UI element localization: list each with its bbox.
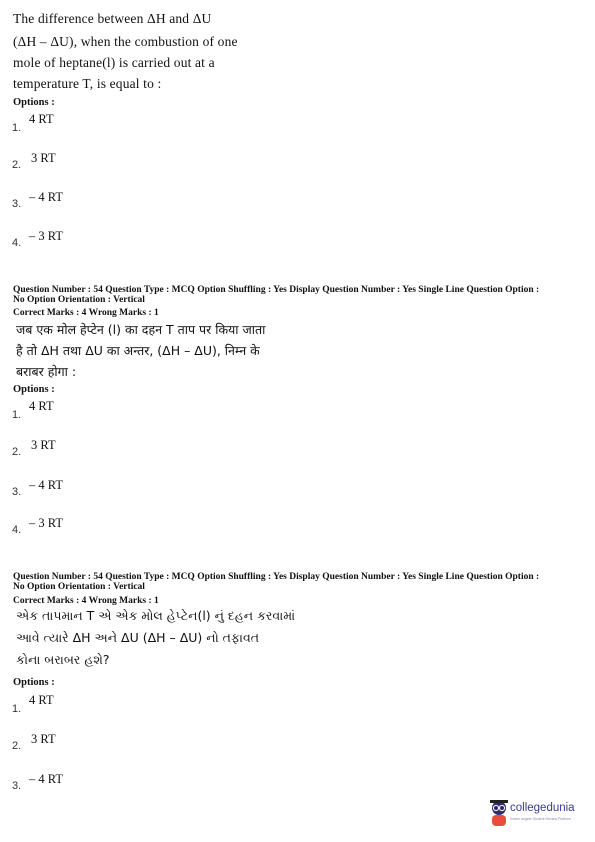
option-number: 3. [12,780,22,792]
question-line: The difference between ΔH and ΔU [13,11,212,26]
question-line: mole of heptane(l) is carried out at a [13,55,215,70]
option-text: 3 RT [31,438,56,452]
option-text: 4 RT [29,112,54,126]
marks-info: Correct Marks : 4 Wrong Marks : 1 [13,596,159,606]
option-number: 4. [12,237,22,249]
question-line: એક તાપમાન T એ એક મોલ હેપ્ટેન(l) નું દહન કરવામાં [16,608,296,623]
options-label: Options : [13,677,55,688]
question-line: temperature T, is equal to : [13,76,162,91]
option-text: – 4 RT [29,772,63,786]
option-number: 3. [12,486,22,498]
question-meta: Question Number : 54 Question Type : MCQ Option Shuffling : Yes Display Question Number : Yes Single Line Question Option : [13,572,540,582]
student-mascot-icon [488,798,510,828]
question-meta-orientation: No Option Orientation : Vertical [13,582,145,592]
options-label: Options : [13,384,55,395]
option-number: 3. [12,198,22,210]
option-number: 2. [12,159,22,171]
question-line: આવે ત્યારે ΔH અને ΔU (ΔH – ΔU) નો તફાવત [16,630,260,645]
logo-wordmark: collegedunia [510,802,575,814]
question-line: કોના બરાબર હશે? [16,652,110,667]
option-number: 1. [12,122,22,134]
marks-info: Correct Marks : 4 Wrong Marks : 1 [13,308,159,318]
option-number: 4. [12,524,22,536]
question-line: बराबर होगा : [16,364,77,379]
question-line: जब एक मोल हेप्टेन (l) का दहन T ताप पर किया जाता [16,322,266,337]
question-meta-orientation: No Option Orientation : Vertical [13,295,145,305]
option-text: – 4 RT [29,478,63,492]
option-number: 1. [12,409,22,421]
option-text: – 3 RT [29,516,63,530]
option-number: 2. [12,740,22,752]
question-line: (ΔH – ΔU), when the combustion of one [13,34,238,49]
option-number: 1. [12,703,22,715]
option-text: 4 RT [29,399,54,413]
question-meta: Question Number : 54 Question Type : MCQ Option Shuffling : Yes Display Question Number : Yes Single Line Question Option : [13,285,540,295]
option-text: 4 RT [29,693,54,707]
option-text: – 4 RT [29,190,63,204]
option-text: – 3 RT [29,229,63,243]
options-label: Options : [13,97,55,108]
option-text: 3 RT [31,732,56,746]
logo-tagline: India's largest Student Review Platform [510,817,571,821]
option-number: 2. [12,446,22,458]
question-line: है तो ΔH तथा ΔU का अन्तर, (ΔH – ΔU), निम्न के [16,343,260,358]
option-text: 3 RT [31,151,56,165]
collegedunia-logo [488,798,588,830]
